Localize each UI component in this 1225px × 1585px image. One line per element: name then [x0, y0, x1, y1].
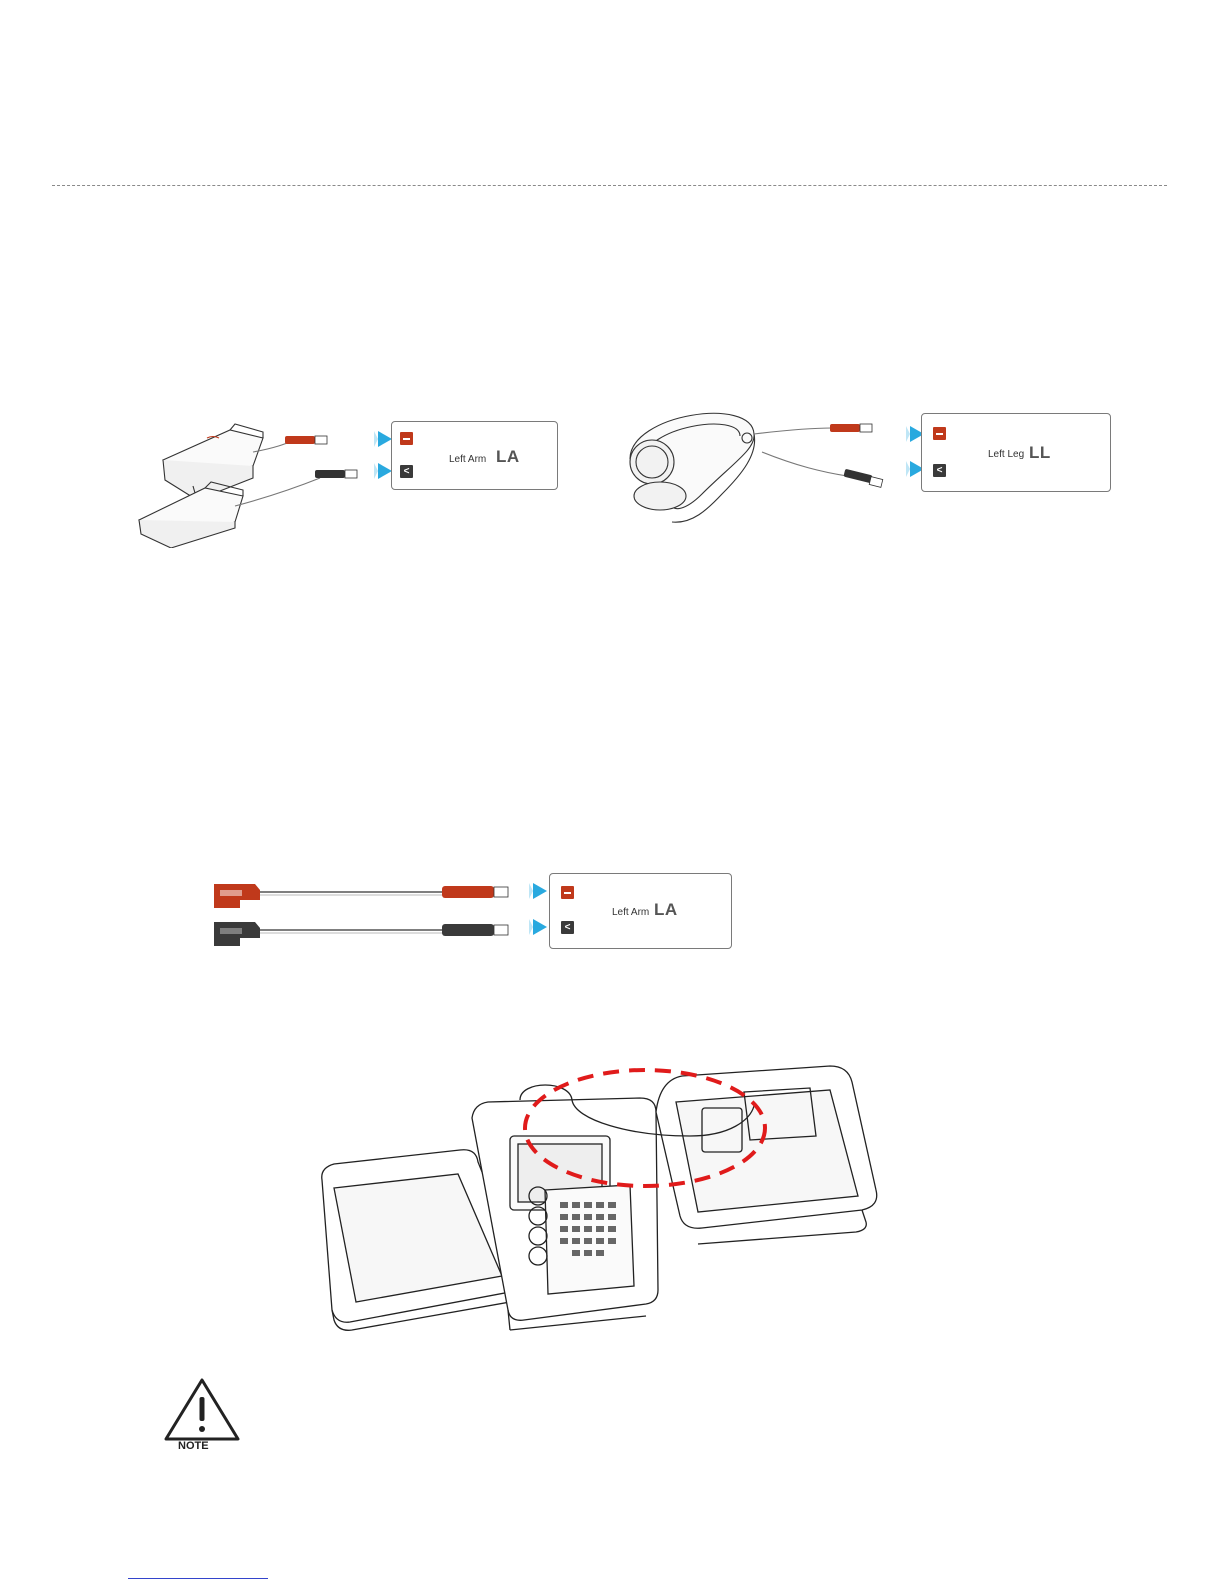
lead-connector-icon: <: [933, 464, 946, 477]
section-divider: [52, 185, 1167, 186]
lead-code: LL: [1029, 443, 1051, 462]
lead-connector-icon: <: [561, 921, 574, 934]
carrying-case-illustration: [310, 1040, 885, 1335]
arrow-icon: [378, 431, 392, 447]
arrow-icon: [533, 883, 547, 899]
lead-label: Left Arm: [612, 907, 650, 918]
lead-label: Left Leg: [988, 449, 1025, 460]
negative-lead-icon: [400, 432, 413, 445]
lead-label-panel-left-leg: [921, 413, 1111, 492]
lead-code: LA: [654, 900, 678, 919]
footer-link-underline: [128, 1578, 268, 1579]
lead-label: Left Arm: [449, 454, 487, 465]
arrow-icon: [378, 463, 392, 479]
lead-connector-icon: <: [400, 465, 413, 478]
note-label: NOTE: [178, 1440, 209, 1452]
finger-clip-sensor-illustration: [135, 408, 360, 548]
lead-label-panel-left-arm: [391, 421, 558, 490]
arrow-icon: [533, 919, 547, 935]
lead-label-panel-clip-left-arm: [549, 873, 732, 949]
warning-triangle-icon: [163, 1377, 241, 1441]
negative-lead-icon: [561, 886, 574, 899]
lead-code: LA: [496, 447, 520, 466]
ear-clip-sensor-illustration: [612, 404, 887, 529]
negative-lead-icon: [933, 427, 946, 440]
clip-lead-illustration: [210, 878, 520, 953]
